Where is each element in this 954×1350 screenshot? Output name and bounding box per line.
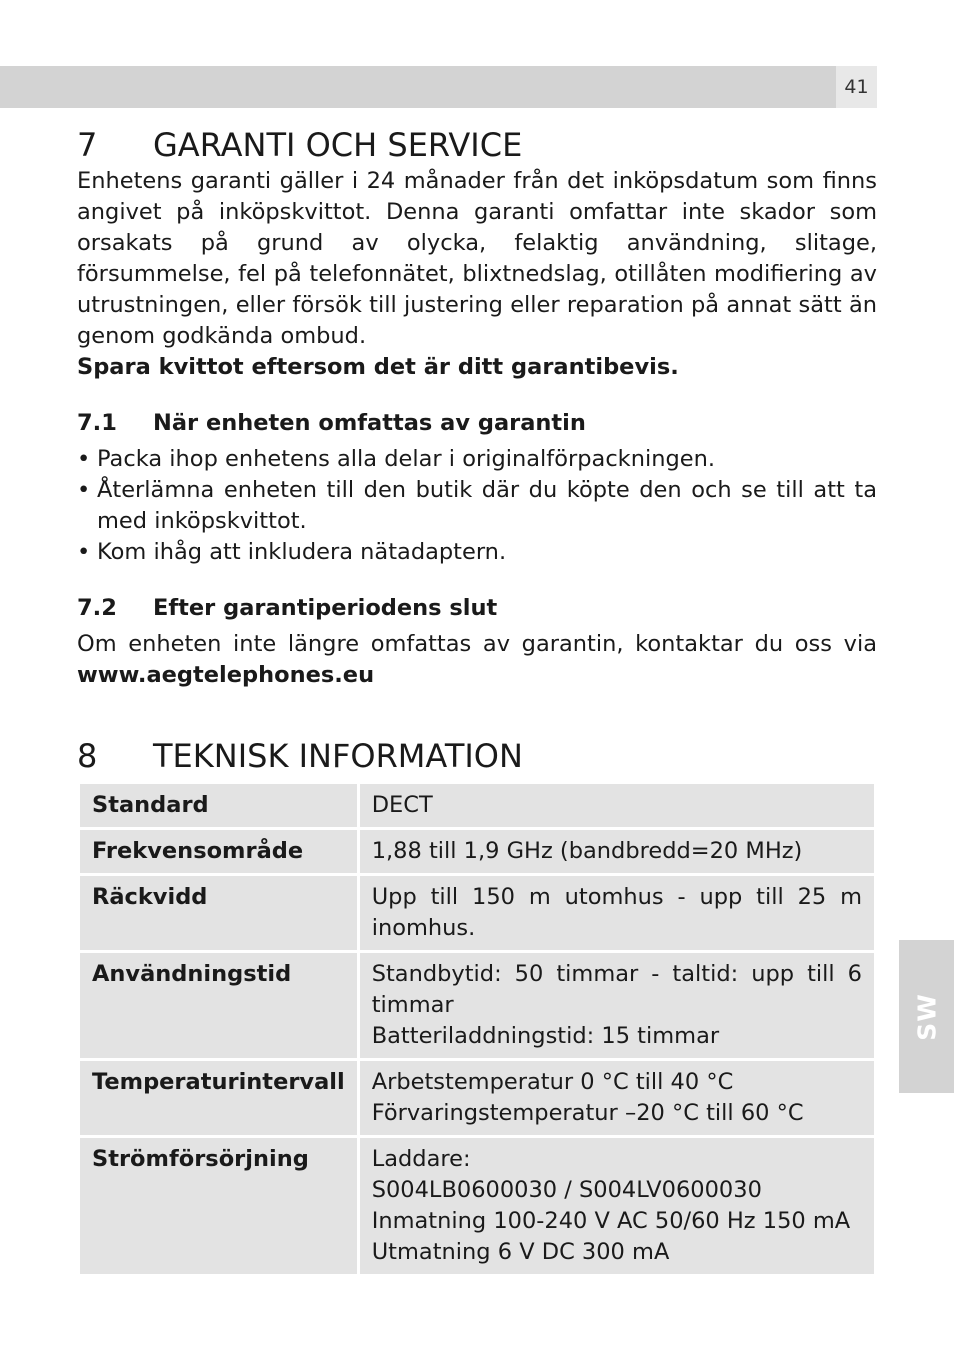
- spec-value: [360, 830, 874, 873]
- list-item: • Kom ihåg att inkludera nätadaptern.: [77, 537, 877, 568]
- list-item: • Återlämna enheten till den butik där du köpte den och se till att ta med inköpskvittot.: [77, 477, 877, 534]
- spec-value-line: Förvaringstemperatur –20 °C till 60 °C: [371, 1100, 804, 1126]
- spec-value-line: Arbetstemperatur 0 °C till 40 °C: [371, 1069, 734, 1095]
- spec-value-line: Upp till 150 m utomhus - upp till 25 m inomhus.: [371, 884, 862, 941]
- spec-value: [360, 1061, 874, 1135]
- spec-value-line: S004LB0600030 / S004LV0600030: [371, 1177, 762, 1203]
- spec-value-line: Standbytid: 50 timmar - taltid: upp till 6 timmar: [371, 961, 862, 1018]
- table-row: [80, 1138, 874, 1274]
- language-tab: [899, 940, 954, 1093]
- spec-value-line: Batteriladdningstid: 15 timmar: [371, 1023, 720, 1049]
- section-7-1-heading: [77, 408, 877, 439]
- section-8-number: 8: [77, 737, 98, 775]
- spec-value-line: 1,88 till 1,9 GHz (bandbredd=20 MHz): [371, 838, 803, 864]
- after-warranty-text: Om enheten inte längre omfattas av garantin, kontaktar du oss via: [77, 631, 877, 657]
- spec-name: Användningstid: [80, 953, 357, 1058]
- section-7-2-number: 7.2: [77, 595, 117, 621]
- bullet-icon: •: [77, 446, 91, 472]
- section-7-title: GARANTI OCH SERVICE: [153, 126, 523, 164]
- tech-info-table: [77, 781, 877, 1277]
- section-8-heading: [77, 735, 877, 777]
- table-row: [80, 1061, 874, 1135]
- header-bar: [0, 66, 877, 108]
- table-row: [80, 876, 874, 950]
- language-tab-label: SW: [912, 992, 941, 1041]
- bullet-icon: •: [77, 539, 91, 565]
- section-7-2-title: Efter garantiperiodens slut: [153, 595, 498, 621]
- receipt-note: Spara kvittot eftersom det är ditt garantibevis.: [77, 354, 679, 380]
- section-7-1-number: 7.1: [77, 410, 117, 436]
- spec-value-line: Laddare:: [371, 1146, 471, 1172]
- spec-name: Strömförsörjning: [80, 1138, 357, 1274]
- table-row: [80, 784, 874, 827]
- spec-value: [360, 953, 874, 1058]
- page-content: [77, 124, 877, 1277]
- section-7-2-heading: [77, 593, 877, 624]
- spec-value: [360, 876, 874, 950]
- section-7-heading: [77, 124, 877, 166]
- warranty-paragraph: Enhetens garanti gäller i 24 månader från det inköpsdatum som finns angivet på inköpskvittot. Denna garanti omfattar inte skador som orsakats på grund av olycka, felaktig användning, slitage, försummelse, fel på telefonnätet, blixtnedslag, otillåten modifiering av utrustningen, eller försök till justering eller reparation på annat sätt än genom godkända ombud.: [77, 168, 877, 349]
- warranty-steps-list: [77, 444, 877, 568]
- spec-value-line: Utmatning 6 V DC 300 mA: [371, 1239, 670, 1265]
- section-8-title: TEKNISK INFORMATION: [153, 737, 523, 775]
- spec-value-line: DECT: [371, 792, 433, 818]
- spec-value: [360, 1138, 874, 1274]
- list-item: • Packa ihop enhetens alla delar i originalförpackningen.: [77, 444, 877, 475]
- spec-value: [360, 784, 874, 827]
- bullet-icon: •: [77, 477, 91, 503]
- section-7-1-title: När enheten omfattas av garantin: [153, 410, 586, 436]
- spec-value-line: Inmatning 100-240 V AC 50/60 Hz 150 mA: [371, 1208, 851, 1234]
- website-link[interactable]: www.aegtelephones.eu: [77, 662, 375, 688]
- section-7-number: 7: [77, 126, 98, 164]
- spec-name: Temperaturintervall: [80, 1061, 357, 1135]
- page-number: 41: [836, 66, 877, 108]
- table-row: [80, 830, 874, 873]
- spec-name: Räckvidd: [80, 876, 357, 950]
- table-row: [80, 953, 874, 1058]
- spec-name: Frekvensområde: [80, 830, 357, 873]
- spec-name: Standard: [80, 784, 357, 827]
